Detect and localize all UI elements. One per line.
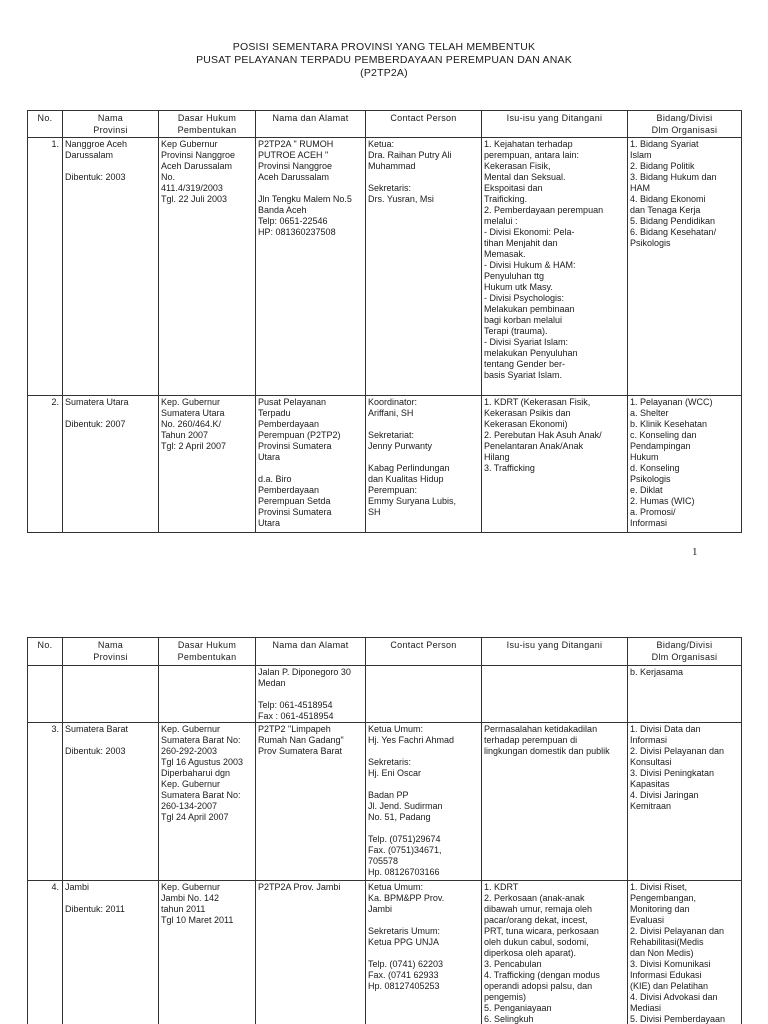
header-no: No. — [28, 638, 63, 666]
cell-provinsi: Sumatera Barat Dibentuk: 2003 — [63, 723, 159, 881]
header-provinsi: Nama Provinsi — [63, 111, 159, 138]
header-no: No. — [28, 111, 63, 138]
cell-no: 4. — [28, 881, 63, 1024]
table-row — [28, 881, 742, 1024]
header-isu: Isu-isu yang Ditangani — [482, 111, 628, 138]
cell-dasar-hukum — [159, 666, 256, 723]
province-table-page-2 — [27, 637, 742, 1024]
cell-bidang: 1. Divisi Data dan Informasi 2. Divisi Pelayanan dan Konsultasi 3. Divisi Peningkatan Kapasitas 4. Divisi Jaringan Kemitraan — [628, 723, 742, 881]
cell-isu: 1. KDRT 2. Perkosaan (anak-anak dibawah umur, remaja oleh pacar/orang dekat, incest, PRT, tuna wicara, perkosaan oleh dukun cabul, sodomi, diperkosa oleh aparat). 3. Pencabulan 4. Trafficking (dengan modus operandi adopsi palsu, dan pengemis) 5. Penganiayaan 6. Selingkuh — [482, 881, 628, 1024]
cell-isu: 1. Kejahatan terhadap perempuan, antara lain: Kekerasan Fisik, Mental dan Seksual. Ekspoitasi dan Traificking. 2. Pemberdayaan perempuan melalui : - Divisi Ekonomi: Pela- tihan Menjahit dan Memasak. - Divisi Hukum & HAM: Penyuluhan ttg Hukum utk Masy. - Divisi Psychologis: Melakukan pembinaan bagi korban melalui Terapi (trauma). - Divisi Syariat Islam: melakukan Penyuluhan tentang Gender ber- basis Syariat Islam. — [482, 138, 628, 396]
document-title-line-1: POSISI SEMENTARA PROVINSI YANG TELAH MEMBENTUK — [232, 41, 536, 53]
table-row — [28, 723, 742, 881]
cell-dasar-hukum: Kep. Gubernur Sumatera Utara No. 260/464.K/ Tahun 2007 Tgl: 2 April 2007 — [159, 396, 256, 533]
header-isu: Isu-isu yang Ditangani — [482, 638, 628, 666]
cell-contact-person: Ketua Umum: Ka. BPM&PP Prov. Jambi Sekretaris Umum: Ketua PPG UNJA Telp. (0741) 62203 Fax. (0741 62933 Hp. 08127405253 — [366, 881, 482, 1024]
cell-no: 1. — [28, 138, 63, 396]
cell-bidang: b. Kerjasama — [628, 666, 742, 723]
cell-dasar-hukum: Kep. Gubernur Jambi No. 142 tahun 2011 Tgl 10 Maret 2011 — [159, 881, 256, 1024]
cell-no: 2. — [28, 396, 63, 533]
cell-isu: Permasalahan ketidakadilan terhadap perempuan di lingkungan domestik dan publik — [482, 723, 628, 881]
header-nama-alamat: Nama dan Alamat — [256, 638, 366, 666]
cell-isu: 1. KDRT (Kekerasan Fisik, Kekerasan Psikis dan Kekerasan Ekonomi) 2. Perebutan Hak Asuh Anak/ Penelantaran Anak/Anak Hilang 3. Trafficking — [482, 396, 628, 533]
header-nama-alamat: Nama dan Alamat — [256, 111, 366, 138]
cell-dasar-hukum: Kep Gubernur Provinsi Nanggroe Aceh Darussalam No. 411.4/319/2003 Tgl. 22 Juli 2003 — [159, 138, 256, 396]
header-bidang: Bidang/Divisi Dlm Organisasi — [628, 111, 742, 138]
table-row — [28, 138, 742, 396]
cell-nama-alamat: P2TP2A Prov. Jambi — [256, 881, 366, 1024]
cell-nama-alamat: P2TP2 "Limpapeh Rumah Nan Gadang" Prov Sumatera Barat — [256, 723, 366, 881]
cell-isu — [482, 666, 628, 723]
cell-provinsi: Sumatera Utara Dibentuk: 2007 — [63, 396, 159, 533]
cell-provinsi — [63, 666, 159, 723]
cell-bidang: 1. Bidang Syariat Islam 2. Bidang Politik 3. Bidang Hukum dan HAM 4. Bidang Ekonomi dan Tenaga Kerja 5. Bidang Pendidikan 6. Bidang Kesehatan/ Psikologis — [628, 138, 742, 396]
province-table-page-1 — [27, 110, 742, 533]
cell-contact-person: Koordinator: Ariffani, SH Sekretariat: Jenny Purwanty Kabag Perlindungan dan Kualitas Hidup Perempuan: Emmy Suryana Lubis, SH — [366, 396, 482, 533]
table-row — [28, 396, 742, 533]
cell-nama-alamat: Jalan P. Diponegoro 30 Medan Telp: 061-4518954 Fax : 061-4518954 — [256, 666, 366, 723]
cell-dasar-hukum: Kep. Gubernur Sumatera Barat No: 260-292-2003 Tgl 16 Agustus 2003 Diperbaharui dgn Kep. Gubernur Sumatera Barat No: 260-134-2007 Tgl 24 April 2007 — [159, 723, 256, 881]
header-dasar-hukum: Dasar Hukum Pembentukan — [159, 638, 256, 666]
header-provinsi: Nama Provinsi — [63, 638, 159, 666]
cell-nama-alamat: Pusat Pelayanan Terpadu Pemberdayaan Perempuan (P2TP2) Provinsi Sumatera Utara d.a. Biro Pemberdayaan Perempuan Setda Provinsi Sumatera Utara — [256, 396, 366, 533]
header-dasar-hukum: Dasar Hukum Pembentukan — [159, 111, 256, 138]
cell-contact-person: Ketua: Dra. Raihan Putry Ali Muhammad Sekretaris: Drs. Yusran, Msi — [366, 138, 482, 396]
page-number: 1 — [692, 546, 698, 558]
cell-no: 3. — [28, 723, 63, 881]
cell-bidang: 1. Pelayanan (WCC) a. Shelter b. Klinik Kesehatan c. Konseling dan Pendampingan Hukum d. Konseling Psikologis e. Diklat 2. Humas (WIC) a. Promosi/ Informasi — [628, 396, 742, 533]
header-contact-person: Contact Person — [366, 111, 482, 138]
header-bidang: Bidang/Divisi Dlm Organisasi — [628, 638, 742, 666]
cell-contact-person: Ketua Umum: Hj. Yes Fachri Ahmad Sekretaris: Hj. Eni Oscar Badan PP Jl. Jend. Sudirman No. 51, Padang Telp. (0751)29674 Fax. (0751)34671, 705578 Hp. 08126703166 — [366, 723, 482, 881]
document-title-line-3: (P2TP2A) — [360, 67, 408, 79]
cell-nama-alamat: P2TP2A " RUMOH PUTROE ACEH " Provinsi Nanggroe Aceh Darussalam Jln Tengku Malem No.5 Banda Aceh Telp: 0651-22546 HP: 081360237508 — [256, 138, 366, 396]
cell-provinsi: Jambi Dibentuk: 2011 — [63, 881, 159, 1024]
cell-contact-person — [366, 666, 482, 723]
header-contact-person: Contact Person — [366, 638, 482, 666]
document-title-line-2: PUSAT PELAYANAN TERPADU PEMBERDAYAAN PEREMPUAN DAN ANAK — [196, 54, 572, 66]
cell-provinsi: Nanggroe Aceh Darussalam Dibentuk: 2003 — [63, 138, 159, 396]
table-row — [28, 666, 742, 723]
cell-no — [28, 666, 63, 723]
cell-bidang: 1. Divisi Riset, Pengembangan, Monitoring dan Evaluasi 2. Divisi Pelayanan dan Rehabilitasi(Medis dan Non Medis) 3. Divisi Komunikasi Informasi Edukasi (KIE) dan Pelatihan 4. Divisi Advokasi dan Mediasi 5. Divisi Pemberdayaan — [628, 881, 742, 1024]
